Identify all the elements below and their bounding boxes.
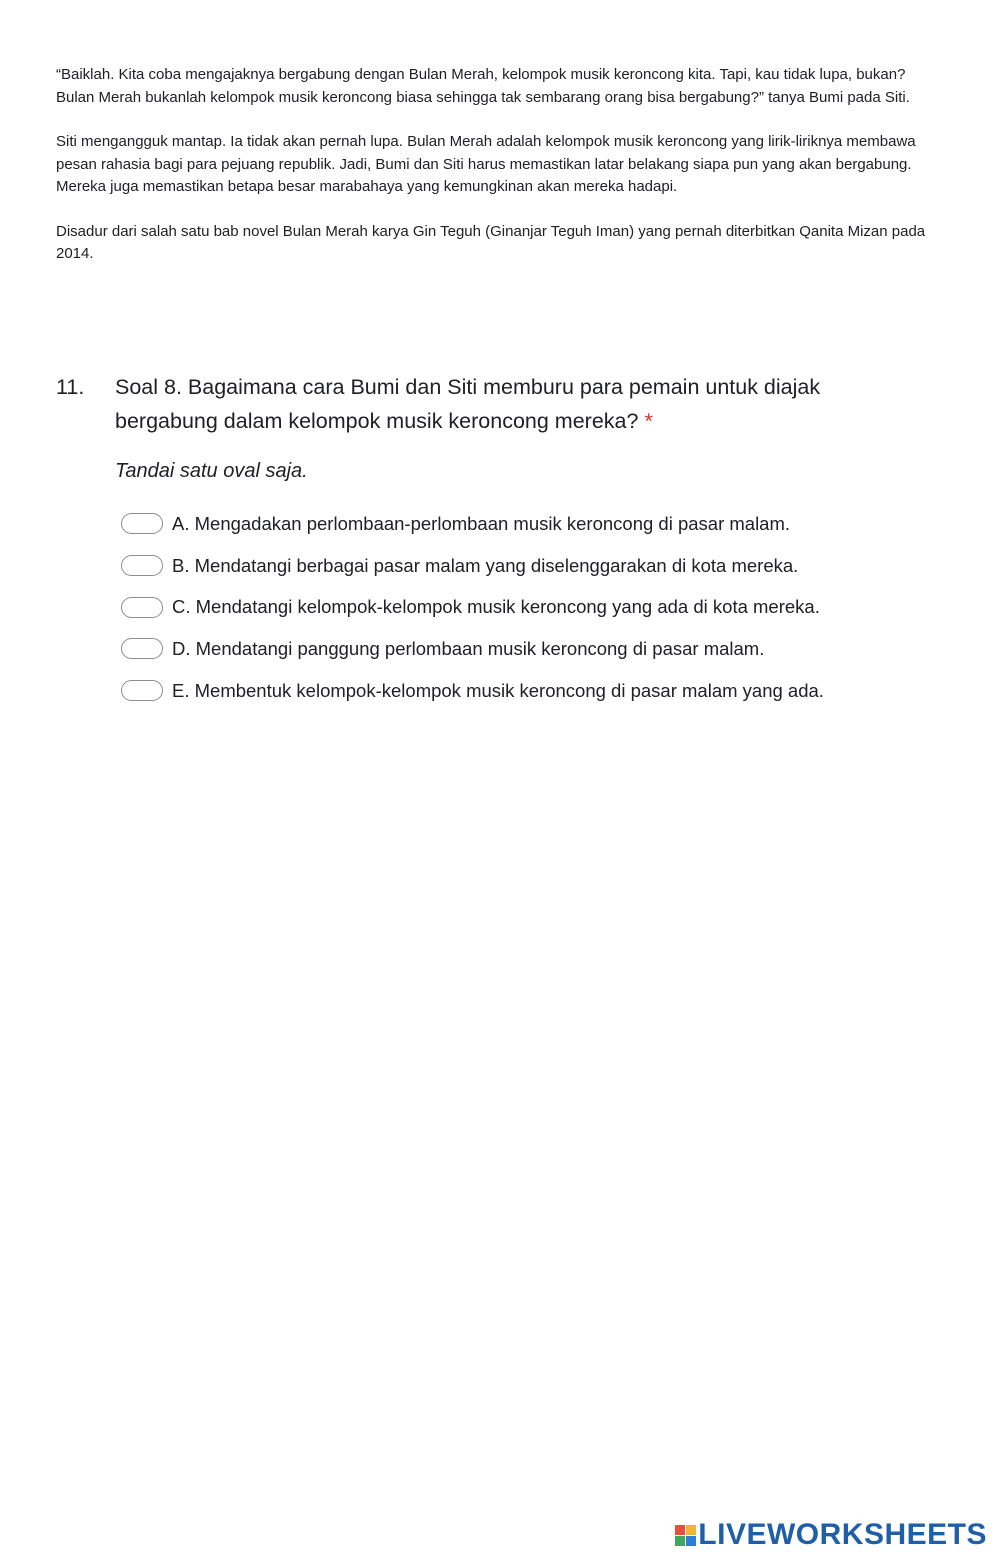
question-hint: Tandai satu oval saja.	[115, 460, 308, 482]
liveworksheets-logo	[675, 1518, 987, 1552]
option-d[interactable]	[121, 628, 921, 670]
logo-square-icon	[686, 1536, 696, 1546]
option-a[interactable]	[121, 503, 921, 545]
option-label: E. Membentuk kelompok-kelompok musik keroncong di pasar malam yang ada.	[172, 679, 824, 701]
option-b[interactable]	[121, 545, 921, 587]
logo-mark-icon	[675, 1525, 696, 1546]
radio-oval[interactable]	[121, 638, 163, 659]
radio-oval[interactable]	[121, 513, 163, 534]
option-label: C. Mendatangi kelompok-kelompok musik keroncong yang ada di kota mereka.	[172, 596, 820, 618]
option-label: B. Mendatangi berbagai pasar malam yang diselenggarakan di kota mereka.	[172, 554, 799, 576]
question-title-text: Soal 8. Bagaimana cara Bumi dan Siti memburu para pemain untuk diajak bergabung dalam kelompok musik keroncong mereka?	[115, 375, 821, 433]
required-asterisk: *	[644, 409, 653, 433]
question-number: 11.	[56, 375, 85, 399]
option-label: D. Mendatangi panggung perlombaan musik keroncong di pasar malam.	[172, 637, 765, 659]
options-list	[115, 503, 915, 711]
logo-square-icon	[675, 1525, 685, 1535]
logo-square-icon	[675, 1536, 685, 1546]
radio-oval[interactable]	[121, 680, 163, 701]
option-c[interactable]	[121, 586, 921, 628]
logo-square-icon	[686, 1525, 696, 1535]
passage-source-note: Disadur dari salah satu bab novel Bulan Merah karya Gin Teguh (Ginanjar Teguh Iman) yang pernah diterbitkan Qanita Mizan pada 2014.	[56, 222, 926, 262]
question-title	[115, 370, 915, 438]
question-body	[115, 370, 915, 711]
passage	[56, 64, 936, 288]
passage-paragraph-1: “Baiklah. Kita coba mengajaknya bergabung dengan Bulan Merah, kelompok musik keroncong kita. Tapi, kau tidak lupa, bukan? Bulan Merah bukanlah kelompok musik keroncong biasa sehingga tak sembarang orang bisa bergabung?” tanya Bumi pada Siti.	[56, 66, 910, 106]
radio-oval[interactable]	[121, 555, 163, 576]
radio-oval[interactable]	[121, 597, 163, 618]
passage-paragraph-2: Siti mengangguk mantap. Ia tidak akan pernah lupa. Bulan Merah adalah kelompok musik keroncong yang lirik-liriknya membawa pesan rahasia bagi para pejuang republik. Jadi, Bumi dan Siti harus memastikan latar belakang siapa pun yang akan bergabung. Mereka juga memastikan betapa besar marabahaya yang kemungkinan akan mereka hadapi.	[56, 133, 916, 195]
logo-text: LIVEWORKSHEETS	[698, 1518, 987, 1551]
option-e[interactable]	[121, 670, 921, 712]
option-label: A. Mengadakan perlombaan-perlombaan musik keroncong di pasar malam.	[172, 512, 791, 534]
